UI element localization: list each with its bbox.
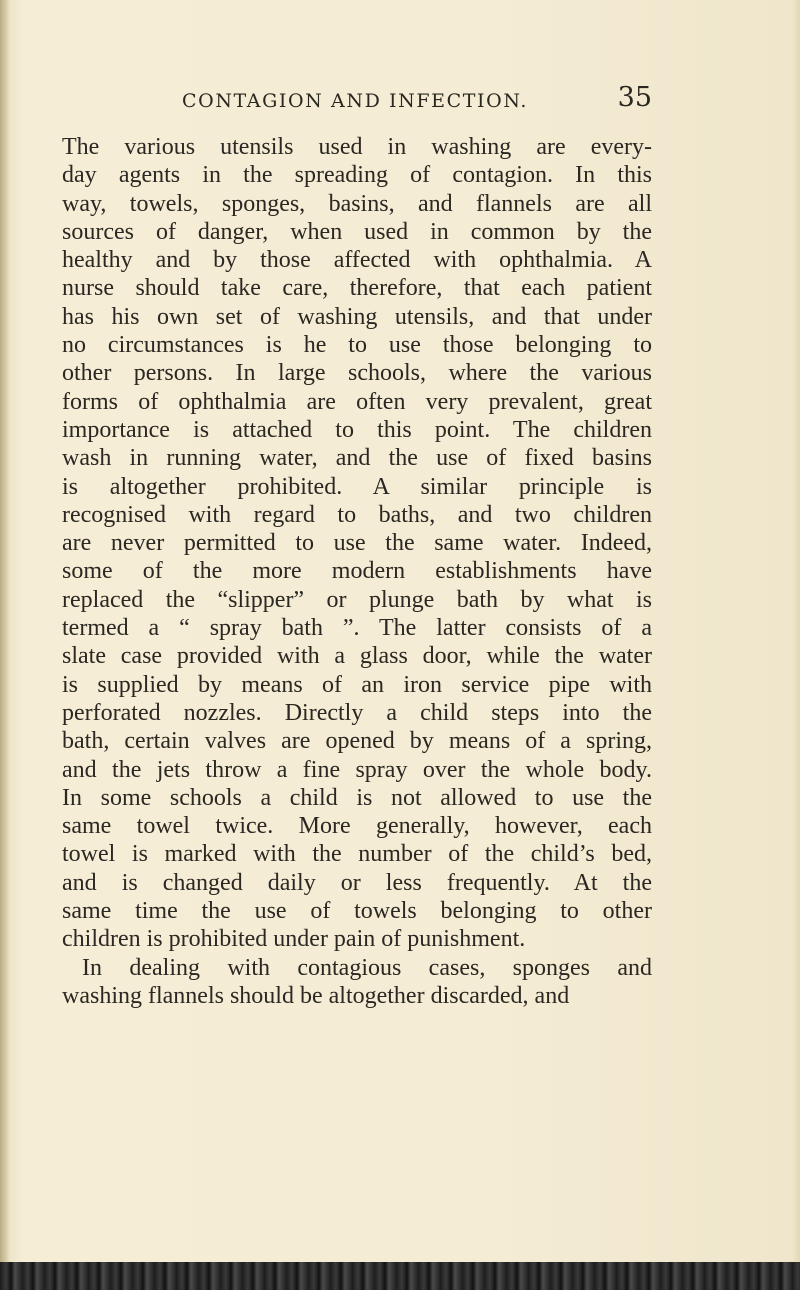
text-line: replaced the “slipper” or plunge bath by what is: [62, 586, 652, 613]
page-right-edge: [792, 0, 800, 1290]
text-line: are never permitted to use the same water. Indeed,: [62, 530, 652, 557]
text-line: is supplied by means of an iron service pipe with: [62, 671, 652, 698]
text-line: In dealing with contagious cases, sponges and: [82, 954, 652, 981]
text-line: wash in running water, and the use of fixed basins: [62, 445, 652, 472]
text-line: washing flannels should be altogether discarded, and: [62, 982, 570, 1009]
text-line: sources of danger, when used in common by the: [62, 218, 652, 245]
text-line: children is prohibited under pain of punishment.: [62, 926, 526, 953]
page-number: 35: [617, 82, 652, 113]
running-head: [100, 82, 660, 118]
text-line: forms of ophthalmia are often very prevalent, great: [62, 388, 652, 415]
paragraph-1: [62, 133, 652, 954]
text-line: some of the more modern establishments have: [62, 558, 652, 585]
running-title: CONTAGION AND INFECTION.: [182, 90, 528, 112]
text-line: healthy and by those affected with ophthalmia. A: [62, 247, 652, 274]
text-line: other persons. In large schools, where the various: [62, 360, 652, 387]
text-line: same time the use of towels belonging to other: [62, 898, 652, 925]
text-line: The various utensils used in washing are every-: [62, 134, 652, 160]
text-line: slate case provided with a glass door, while the water: [62, 643, 652, 670]
text-line: and is changed daily or less frequently. At the: [62, 869, 652, 896]
text-line: and the jets throw a fine spray over the whole body.: [62, 756, 652, 783]
text-line: recognised with regard to baths, and two children: [62, 501, 652, 528]
text-line: no circumstances is he to use those belonging to: [62, 332, 652, 359]
text-line: bath, certain valves are opened by means of a spring,: [62, 728, 652, 755]
text-line: In some schools a child is not allowed to use the: [62, 784, 652, 811]
text-line: nurse should take care, therefore, that each patient: [62, 275, 652, 302]
text-line: termed a “ spray bath ”. The latter consists of a: [62, 615, 652, 642]
text-line: is altogether prohibited. A similar principle is: [62, 473, 652, 500]
text-line: towel is marked with the number of the child’s bed,: [62, 841, 652, 868]
body-text: [62, 133, 652, 1010]
text-line: perforated nozzles. Directly a child steps into the: [62, 699, 652, 726]
text-line: importance is attached to this point. The children: [62, 416, 652, 443]
page-binding-edge: [0, 0, 10, 1290]
text-line: day agents in the spreading of contagion. In this: [62, 162, 652, 189]
text-line: same towel twice. More generally, however, each: [62, 813, 652, 840]
text-line: way, towels, sponges, basins, and flannels are all: [62, 190, 652, 217]
text-line: has his own set of washing utensils, and that under: [62, 303, 652, 330]
scan-bottom-edge: [0, 1262, 800, 1290]
paragraph-2: [62, 954, 652, 1011]
